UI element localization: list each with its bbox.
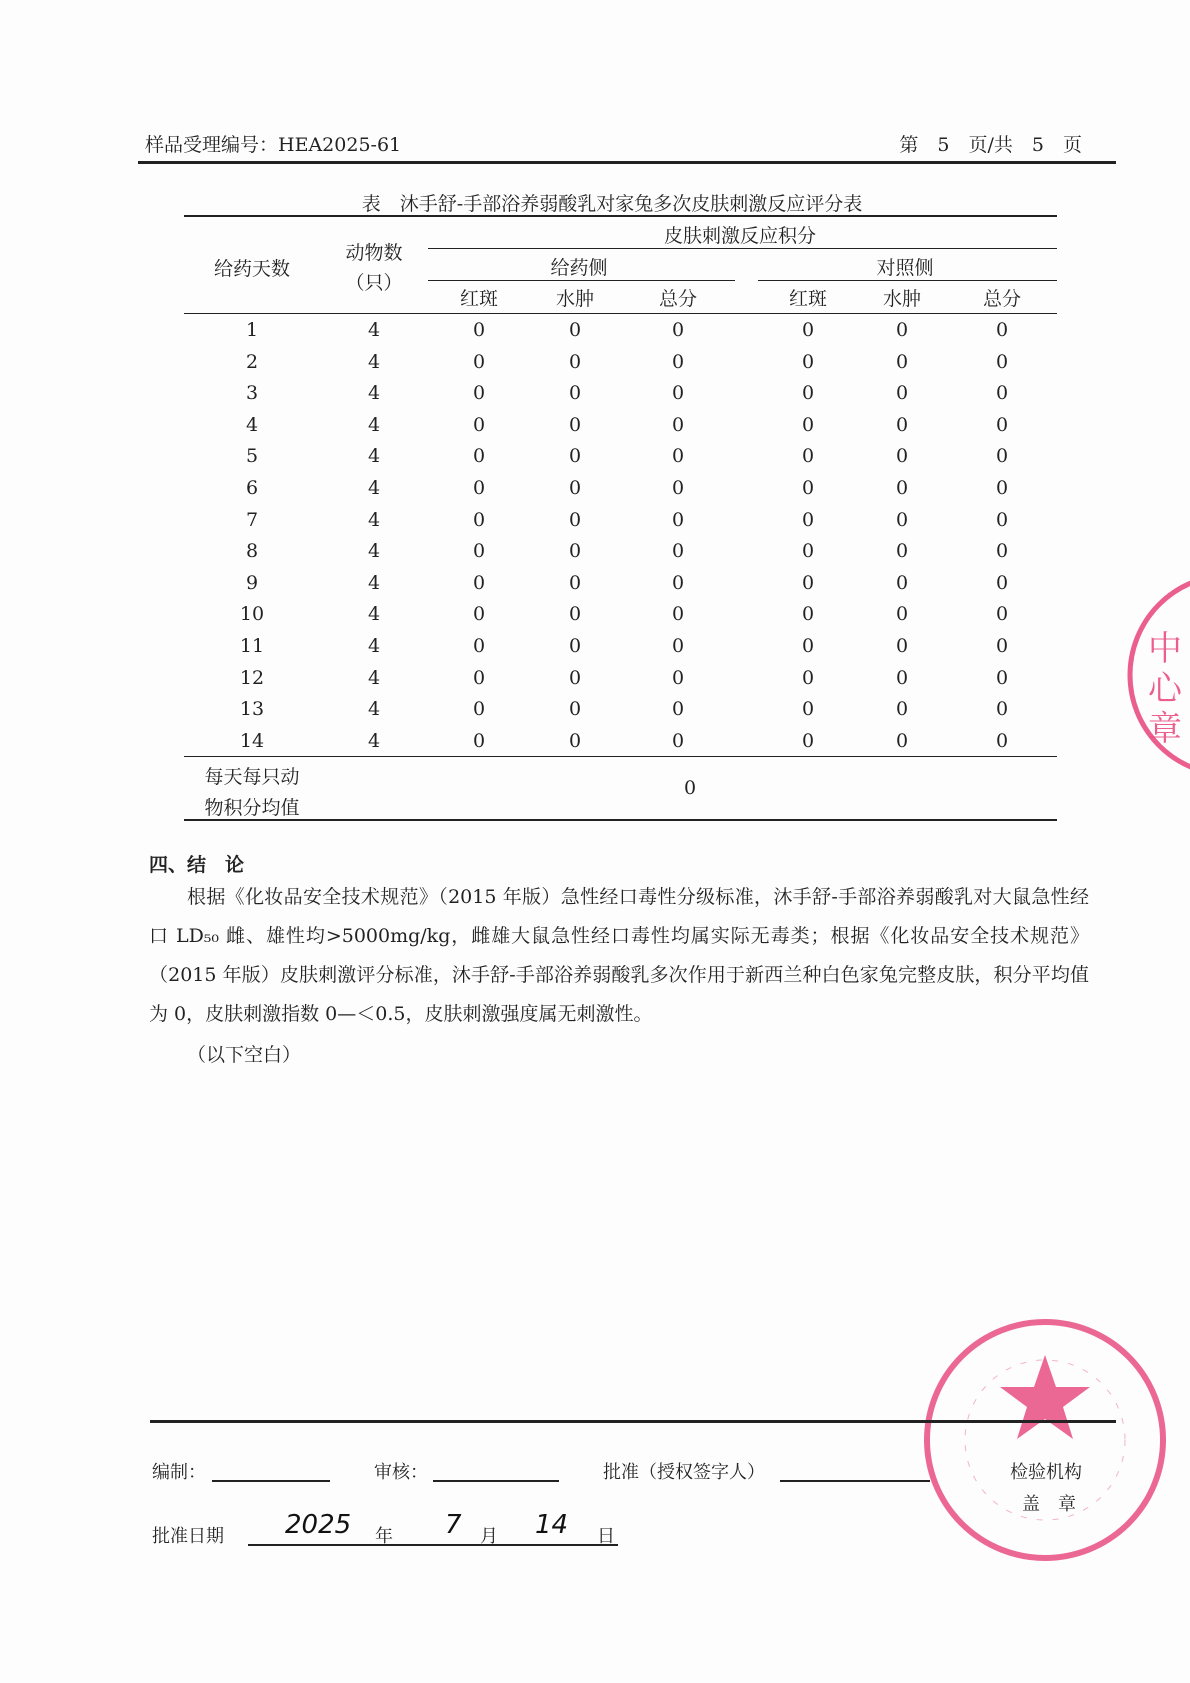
table-cell: 0 bbox=[472, 508, 486, 531]
org-seal-label-2: 盖 章 bbox=[1022, 1494, 1076, 1515]
table-cell: 7 bbox=[245, 508, 259, 531]
table-cell: 0 bbox=[895, 508, 909, 531]
table-cell: 0 bbox=[995, 477, 1009, 499]
table-cell: 0 bbox=[995, 382, 1009, 405]
blank-note: （以下空白） bbox=[187, 1044, 302, 1066]
page-info: 第 5 页/共 5 页 bbox=[899, 134, 1082, 156]
table-cell: 4 bbox=[367, 350, 381, 373]
date-underline bbox=[248, 1544, 618, 1546]
table-cell: 0 bbox=[895, 635, 909, 657]
table-cell: 0 bbox=[472, 603, 486, 626]
table-cell: 4 bbox=[367, 666, 381, 689]
table-cell: 2 bbox=[245, 350, 259, 373]
table-cell: 0 bbox=[995, 571, 1009, 594]
group-header: 皮肤刺激反应积分 bbox=[663, 225, 817, 247]
table-cell: 10 bbox=[239, 603, 265, 626]
conclusion-heading: 四、结 论 bbox=[149, 854, 245, 876]
table-cell: 0 bbox=[801, 603, 815, 626]
table-cell: 0 bbox=[568, 698, 582, 721]
table-cell: 0 bbox=[995, 698, 1009, 721]
treated-side-header: 给药侧 bbox=[550, 257, 608, 279]
table-cell: 0 bbox=[995, 603, 1009, 626]
table-cell: 0 bbox=[472, 319, 486, 341]
sub-col-header: 总分 bbox=[982, 288, 1022, 310]
table-cell: 0 bbox=[995, 350, 1009, 373]
table-cell: 12 bbox=[239, 666, 265, 689]
sub-col-header: 水肿 bbox=[555, 288, 595, 310]
table-cell: 0 bbox=[472, 635, 486, 657]
date-label: 批准日期 bbox=[152, 1526, 224, 1547]
header-rule bbox=[138, 161, 1116, 164]
table-cell: 0 bbox=[895, 413, 909, 436]
table-cell: 0 bbox=[995, 729, 1009, 752]
sub-col-header: 水肿 bbox=[882, 288, 922, 310]
table-cell: 0 bbox=[568, 445, 582, 468]
table-cell: 0 bbox=[671, 508, 685, 531]
sample-number-value: HEA2025-61 bbox=[278, 134, 402, 156]
table-cell: 0 bbox=[801, 350, 815, 373]
table-cell: 0 bbox=[568, 413, 582, 436]
approved-label: 批准（授权签字人） bbox=[603, 1462, 765, 1483]
table-cell: 4 bbox=[367, 445, 381, 468]
table-cell: 1 bbox=[245, 319, 259, 341]
reviewed-label: 审核： bbox=[374, 1462, 428, 1483]
table-cell: 0 bbox=[671, 698, 685, 721]
footer-rule bbox=[150, 1420, 1116, 1423]
table-cell: 4 bbox=[367, 603, 381, 626]
table-cell: 4 bbox=[367, 635, 381, 657]
table-cell: 0 bbox=[801, 571, 815, 594]
table-cell: 0 bbox=[801, 477, 815, 499]
table-cell: 0 bbox=[895, 571, 909, 594]
table-cell: 5 bbox=[245, 445, 259, 468]
table-cell: 0 bbox=[472, 477, 486, 499]
compiled-underline bbox=[212, 1480, 330, 1482]
table-cell: 0 bbox=[671, 729, 685, 752]
edge-seal bbox=[1120, 560, 1190, 790]
table-cell: 4 bbox=[367, 413, 381, 436]
table-cell: 14 bbox=[239, 729, 265, 752]
table-cell: 0 bbox=[568, 477, 582, 499]
table-cell: 0 bbox=[671, 382, 685, 405]
year-unit: 年 bbox=[375, 1526, 393, 1547]
table-top-rule bbox=[184, 215, 1057, 217]
table-cell: 8 bbox=[245, 540, 259, 563]
compiled-label: 编制： bbox=[152, 1462, 206, 1483]
org-seal-label: 检验机构 bbox=[1010, 1462, 1082, 1483]
table-cell: 0 bbox=[995, 635, 1009, 657]
col-animals-header: 动物数 bbox=[345, 242, 403, 264]
table-cell: 4 bbox=[367, 729, 381, 752]
table-cell: 0 bbox=[801, 413, 815, 436]
approved-underline bbox=[780, 1480, 930, 1482]
table-cell: 0 bbox=[895, 477, 909, 499]
table-cell: 0 bbox=[472, 729, 486, 752]
table-cell: 13 bbox=[239, 698, 265, 721]
table-cell: 0 bbox=[671, 571, 685, 594]
table-cell: 0 bbox=[568, 666, 582, 689]
table-cell: 0 bbox=[568, 571, 582, 594]
table-cell: 9 bbox=[245, 571, 259, 594]
summary-value: 0 bbox=[683, 777, 697, 799]
table-cell: 0 bbox=[801, 729, 815, 752]
table-cell: 0 bbox=[671, 635, 685, 657]
table-cell: 0 bbox=[568, 635, 582, 657]
table-cell: 0 bbox=[568, 508, 582, 531]
table-cell: 0 bbox=[472, 350, 486, 373]
summary-top-rule bbox=[184, 756, 1057, 757]
table-cell: 4 bbox=[245, 413, 259, 436]
table-cell: 4 bbox=[367, 319, 381, 341]
group-rule bbox=[428, 248, 1057, 249]
day-unit: 日 bbox=[597, 1526, 615, 1547]
table-cell: 0 bbox=[995, 540, 1009, 563]
summary-label-1: 每天每只动 bbox=[204, 766, 300, 788]
table-cell: 0 bbox=[472, 571, 486, 594]
table-cell: 0 bbox=[801, 445, 815, 468]
control-rule bbox=[758, 280, 1057, 281]
table-cell: 0 bbox=[801, 508, 815, 531]
table-cell: 0 bbox=[995, 413, 1009, 436]
table-cell: 4 bbox=[367, 382, 381, 405]
table-cell: 0 bbox=[671, 445, 685, 468]
table-cell: 11 bbox=[239, 635, 265, 657]
table-cell: 0 bbox=[895, 319, 909, 341]
col-animals-unit: （只） bbox=[345, 272, 403, 294]
table-cell: 0 bbox=[568, 319, 582, 341]
table-cell: 4 bbox=[367, 698, 381, 721]
table-cell: 0 bbox=[671, 350, 685, 373]
table-cell: 0 bbox=[671, 540, 685, 563]
table-cell: 0 bbox=[995, 319, 1009, 341]
table-cell: 0 bbox=[801, 540, 815, 563]
table-title: 表 沐手舒-手部浴养弱酸乳对家兔多次皮肤刺激反应评分表 bbox=[361, 193, 863, 215]
sample-number bbox=[145, 130, 401, 157]
table-bottom-rule bbox=[184, 819, 1057, 821]
table-cell: 0 bbox=[801, 319, 815, 341]
table-cell: 0 bbox=[895, 698, 909, 721]
table-cell: 0 bbox=[801, 698, 815, 721]
sub-col-header: 总分 bbox=[658, 288, 698, 310]
table-cell: 4 bbox=[367, 571, 381, 594]
table-cell: 0 bbox=[895, 603, 909, 626]
table-cell: 0 bbox=[568, 350, 582, 373]
control-side-header: 对照侧 bbox=[876, 257, 934, 279]
date-day: 14 bbox=[535, 1510, 569, 1540]
header-bottom-rule bbox=[184, 313, 1057, 314]
table-cell: 4 bbox=[367, 540, 381, 563]
table-cell: 6 bbox=[245, 477, 259, 499]
table-cell: 0 bbox=[472, 666, 486, 689]
table-cell: 0 bbox=[671, 603, 685, 626]
date-year: 2025 bbox=[285, 1510, 352, 1540]
table-cell: 0 bbox=[568, 382, 582, 405]
date-month: 7 bbox=[445, 1510, 462, 1540]
reviewed-underline bbox=[433, 1480, 559, 1482]
table-cell: 0 bbox=[472, 382, 486, 405]
sub-col-header: 红斑 bbox=[788, 288, 828, 310]
table-cell: 0 bbox=[801, 635, 815, 657]
svg-text:章: 章 bbox=[1148, 709, 1182, 749]
table-cell: 4 bbox=[367, 477, 381, 499]
table-cell: 0 bbox=[671, 413, 685, 436]
table-cell: 0 bbox=[895, 382, 909, 405]
summary-label-2: 物积分均值 bbox=[204, 797, 300, 819]
table-cell: 0 bbox=[995, 666, 1009, 689]
table-cell: 0 bbox=[895, 445, 909, 468]
table-cell: 0 bbox=[671, 319, 685, 341]
table-cell: 0 bbox=[995, 508, 1009, 531]
conclusion-paragraph: 根据《化妆品安全技术规范》（2015 年版）急性经口毒性分级标准，沐手舒-手部浴养弱酸乳对大鼠急性经口 LD₅₀ 雌、雄性均>5000mg/kg，雌雄大鼠急性经口毒性均属实际无毒类；根据《化妆品安全技术规范》（2015 年版）皮肤刺激评分标准，沐手舒-手部浴养弱酸乳多次作用于新西兰种白色家兔完整皮肤，积分平均值为 0，皮肤刺激指数 0—＜0.5，皮肤刺激强度属无刺激性。 bbox=[149, 886, 1089, 1025]
table-cell: 0 bbox=[995, 445, 1009, 468]
col-day-header: 给药天数 bbox=[213, 258, 291, 280]
table-cell: 0 bbox=[472, 413, 486, 436]
table-cell: 0 bbox=[801, 382, 815, 405]
table-cell: 0 bbox=[895, 729, 909, 752]
table-cell: 0 bbox=[671, 666, 685, 689]
treated-rule bbox=[428, 280, 735, 281]
table-cell: 0 bbox=[568, 603, 582, 626]
table-cell: 0 bbox=[472, 540, 486, 563]
table-cell: 3 bbox=[245, 382, 259, 405]
svg-text:心: 心 bbox=[1148, 669, 1182, 709]
sub-col-header: 红斑 bbox=[459, 288, 499, 310]
table-cell: 0 bbox=[801, 666, 815, 689]
sample-number-label: 样品受理编号： bbox=[145, 134, 279, 156]
table-cell: 0 bbox=[895, 666, 909, 689]
table-cell: 0 bbox=[472, 698, 486, 721]
table-cell: 0 bbox=[568, 540, 582, 563]
table-cell: 0 bbox=[472, 445, 486, 468]
table-cell: 0 bbox=[568, 729, 582, 752]
month-unit: 月 bbox=[480, 1526, 498, 1547]
table-cell: 0 bbox=[895, 350, 909, 373]
table-cell: 0 bbox=[671, 477, 685, 499]
table-cell: 0 bbox=[895, 540, 909, 563]
table-cell: 4 bbox=[367, 508, 381, 531]
official-seal bbox=[920, 1315, 1170, 1565]
svg-text:中: 中 bbox=[1148, 629, 1182, 669]
